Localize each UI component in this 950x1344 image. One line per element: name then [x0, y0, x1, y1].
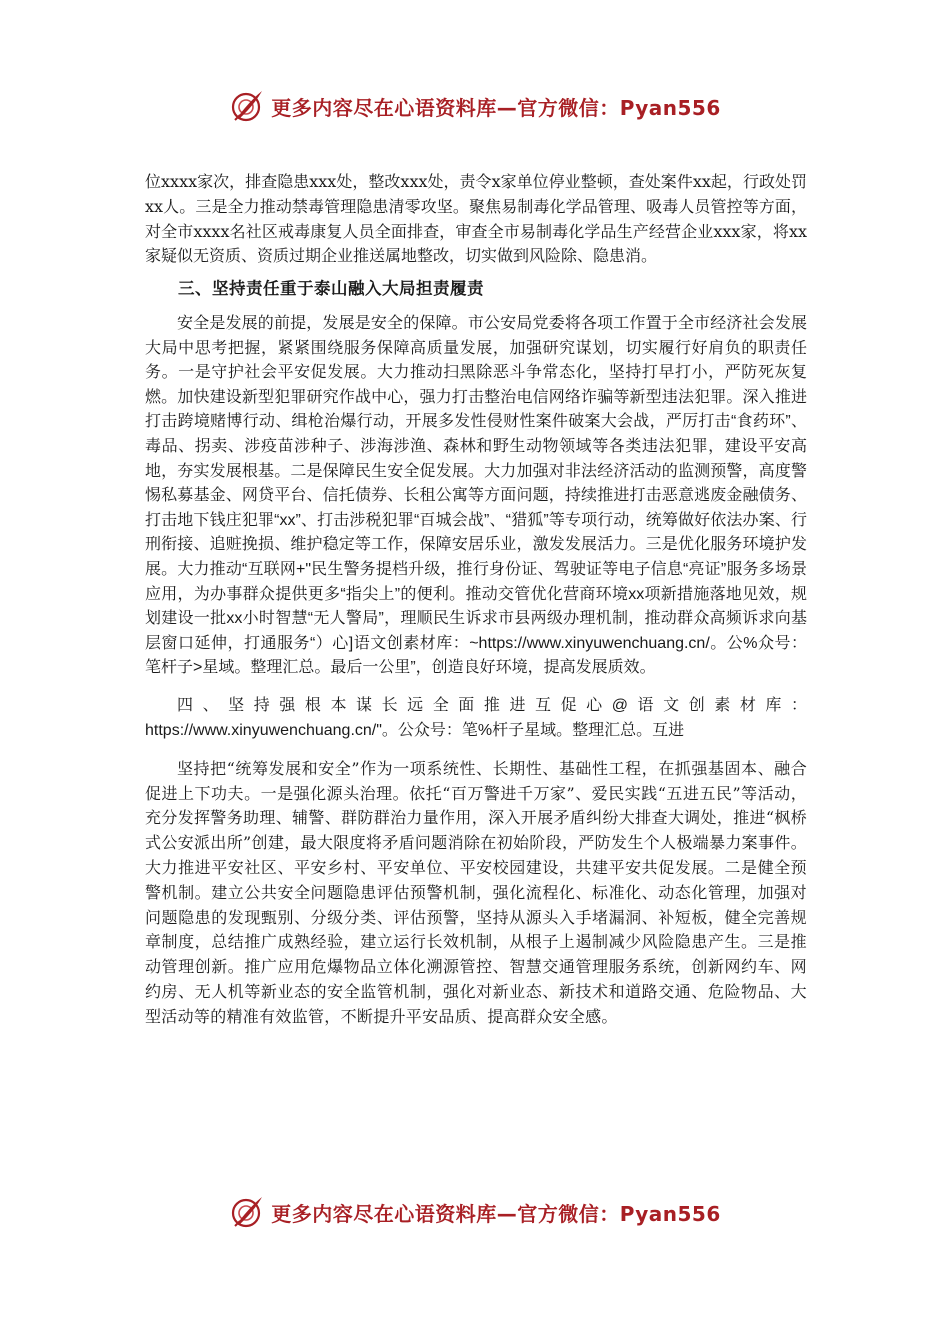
paragraph-2: 安全是发展的前提，发展是安全的保障。市公安局党委将各项工作置于全市经济社会发展大局中思考把握，紧紧围绕服务保障高质量发展，加强研究谋划，切实履行好肩负的职责任务。一是守护社会平安促发展。大力推动扫黑除恶斗争常态化，坚持打早打小，严防死灰复燃。加快建设新型犯罪研究作战中心，强力打击整治电信网络诈骗等新型违法犯罪。深入推进打击跨境赌博行动、缉枪治爆行动，开展多发性侵财性案件破案大会战，严厉打击“食药环”、毒品、拐卖、涉疫苗涉种子、涉海涉渔、森林和野生动物领域等各类违法犯罪，建设平安高地，夯实发展根基。二是保障民生安全促发展。大力加强对非法经济活动的监测预警，高度警惕私募基金、网贷平台、信托债券、长租公寓等方面问题，持续推进打击恶意逃废金融债务、打击地下钱庄犯罪“xx”、打击涉税犯罪“百城会战”、“猎狐”等专项行动，统筹做好依法办案、行刑衔接、追赃挽损、维护稳定等工作，保障安居乐业，激发发展活力。三是优化服务环境护发展。大力推动“互联网+"民生警务提档升级，推行身份证、驾驶证等电子信息“亮证”服务多场景应用，为办事群众提供更多“指尖上”的便利。推动交管优化营商环境xx项新措施落地见效，规划建设一批xx小时智慧“无人警局”，理顺民生诉求市县两级办理机制，推动群众高频诉求向基层窗口延伸，打通服务“）心]语文创素材库：~https://www.xinyuwenchuang.cn/。公%众号：笔杆子>星域。整理汇总。最后一公里”，创造良好环境，提高发展质效。 [145, 314, 807, 677]
header-banner-text: 更多内容尽在心语资料库—官方微信：Pyan556 [271, 95, 721, 120]
footer-banner [0, 1190, 950, 1234]
footer-banner-text: 更多内容尽在心语资料库—官方微信：Pyan556 [271, 1201, 721, 1226]
section-heading-3: 三、坚持责任重于泰山融入大局担责履责 [178, 279, 484, 299]
quill-logo-icon [229, 1194, 265, 1230]
paragraph-1: 位xxxx家次，排查隐患xxx处，整改xxx处，责令x家单位停业整顿，查处案件xx起，行政处罚xx人。三是全力推动禁毒管理隐患清零攻坚。聚焦易制毒化学品管理、吸毒人员管控等方面，对全市xxxx名社区戒毒康复人员全面排查，审查全市易制毒化学品生产经营企业xxx家，将xx家疑似无资质、资质过期企业推送属地整改，切实做到风险除、隐患消。 [145, 172, 807, 266]
paragraph-3: 坚持把“统筹发展和安全”作为一项系统性、长期性、基础性工程，在抓强基固本、融合促进上下功夫。一是强化源头治理。依托“百万警进千万家”、爱民实践“五进五民”等活动，充分发挥警务助理、辅警、群防群治力量作用，深入开展矛盾纠纷大排查大调处，推进“枫桥式公安派出所”创建，最大限度将矛盾问题消除在初始阶段，严防发生个人极端暴力案事件。大力推进平安社区、平安乡村、平安单位、平安校园建设，共建平安共促发展。二是健全预警机制。建立公共安全问题隐患评估预警机制，强化流程化、标准化、动态化管理，加强对问题隐患的发现甄别、分级分类、评估预警，坚持从源头入手堵漏洞、补短板，健全完善规章制度，总结推广成熟经验，建立运行长效机制，从根子上遏制减少风险隐患产生。三是推动管理创新。推广应用危爆物品立体化溯源管控、智慧交通管理服务系统，创新网约车、网约房、无人机等新业态的安全监管机制，强化对新业态、新技术和道路交通、危险物品、大型活动等的精准有效监管，不断提升平安品质、提高群众安全感。 [145, 758, 807, 1026]
header-banner [0, 84, 950, 128]
document-body [145, 170, 807, 1030]
section-heading-4: 四、坚持强根本谋长远全面推进互促心@语文创素材库：https://www.xinyuwenchuang.cn/"。公众号：笔%杆子星域。整理汇总。互进 [145, 696, 807, 739]
quill-logo-icon [229, 88, 265, 124]
